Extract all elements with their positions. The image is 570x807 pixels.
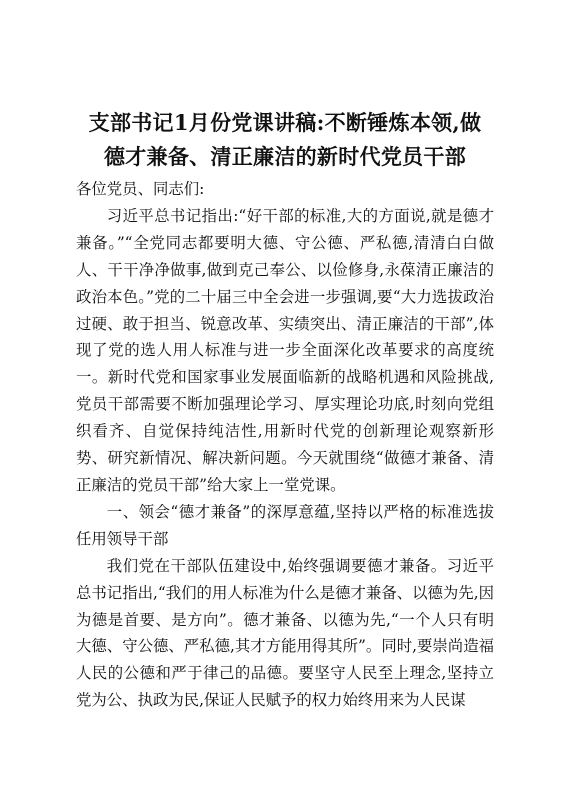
intro-paragraph: 习近平总书记指出:“好干部的标准,大的方面说,就是德才兼备。”“全党同志都要明大德、守公德、严私德,清清白白做人、干干净净做事,做到克己奉公、以俭修身,永葆清正廉洁的政治本色。”党的二十届三中全会进一步强调,要“大力选拔政治过硬、敢于担当、锐意改革、实绩突出、清正廉洁的干部”,体现了党的选人用人标准与进一步全面深化改革要求的高度统一。新时代党和国家事业发展面临新的战略机遇和风险挑战,党员干部需要不断加强理论学习、厚实理论功底,时刻向党组织看齐、自觉保持纯洁性,用新时代党的创新理论观察新形势、研究新情况、解决新问题。今天就围绕“做德才兼备、清正廉洁的党员干部”给大家上一堂党课。: [76, 206, 494, 494]
section-1-paragraph: 我们党在干部队伍建设中,始终强调要德才兼备。习近平总书记指出,“我们的用人标准为什么是德才兼备、以德为先,因为德是首要、是方向”。德才兼备、以德为先,“一个人只有明大德、守公德、严私德,其才方能用得其所”。同时,要崇尚造福人民的公德和严于律己的品德。要坚守人民至上理念,坚持立党为公、执政为民,保证人民赋予的权力始终用来为人民谋: [76, 556, 494, 710]
document-body: [76, 176, 494, 714]
salutation: 各位党员、同志们:: [76, 180, 205, 198]
title-line-1: 支部书记1月份党课讲稿:不断锤炼本领,做: [88, 110, 482, 135]
document-title: [76, 106, 494, 174]
section-1-heading: 一、领会“德才兼备”的深厚意蕴,坚持以严格的标准选拔任用领导干部: [76, 502, 494, 548]
title-line-2: 德才兼备、清正廉洁的新时代党员干部: [103, 144, 467, 169]
